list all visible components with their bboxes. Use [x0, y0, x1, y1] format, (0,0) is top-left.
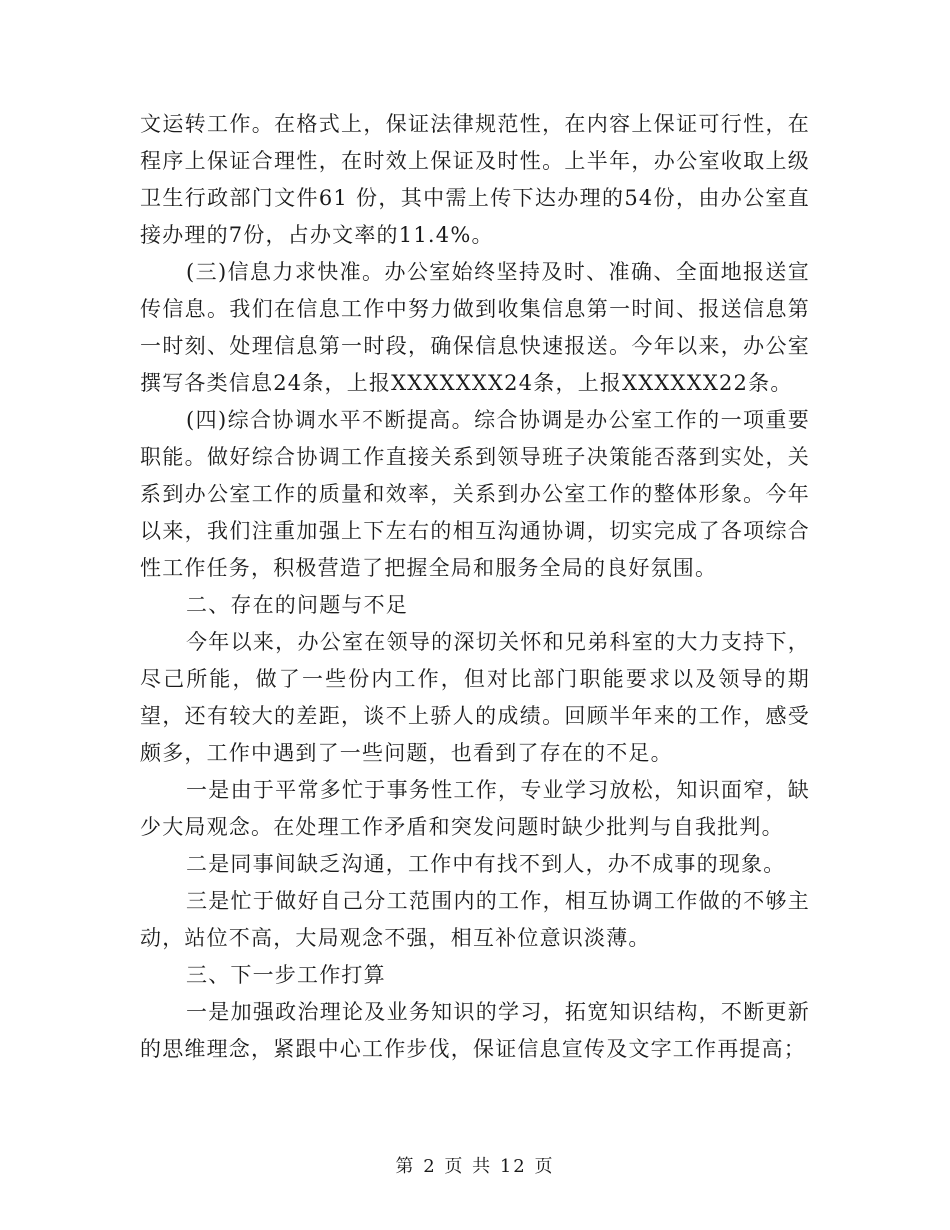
paragraph-problem-1: 一是由于平常多忙于事务性工作，专业学习放松，知识面窄，缺少大局观念。在处理工作矛盾和突发问题时缺少批判与自我批判。 — [140, 778, 810, 839]
paragraph-coordination: (四)综合协调水平不断提高。综合协调是办公室工作的一项重要职能。做好综合协调工作直接关系到领导班子决策能否落到实处，关系到办公室工作的质量和效率，关系到办公室工作的整体形象。今年以来，我们注重加强上下左右的相互沟通协调，切实完成了各项综合性工作任务，积极营造了把握全局和服务全局的良好氛围。 — [140, 408, 810, 580]
paragraph-problems-intro: 今年以来，办公室在领导的深切关怀和兄弟科室的大力支持下，尽己所能，做了一些份内工作，但对比部门职能要求以及领导的期望，还有较大的差距，谈不上骄人的成绩。回顾半年来的工作，感受颇多，工作中遇到了一些问题，也看到了存在的不足。 — [140, 630, 810, 765]
paragraph-information: (三)信息力求快准。办公室始终坚持及时、准确、全面地报送宣传信息。我们在信息工作中努力做到收集信息第一时间、报送信息第一时刻、处理信息第一时段，确保信息快速报送。今年以来，办公室撰写各类信息24条，上报XXXXXXX24条，上报XXXXXX22条。 — [140, 260, 810, 395]
section-heading-problems: 二、存在的问题与不足 — [186, 593, 408, 617]
document-body — [140, 106, 810, 1068]
paragraph-problem-2: 二是同事间缺乏沟通，工作中有找不到人，办不成事的现象。 — [186, 852, 786, 876]
paragraph-problem-3: 三是忙于做好自己分工范围内的工作，相互协调工作做的不够主动，站位不高，大局观念不强，相互补位意识淡薄。 — [140, 889, 810, 950]
paragraph-1: 文运转工作。在格式上，保证法律规范性，在内容上保证可行性，在程序上保证合理性，在时效上保证及时性。上半年，办公室收取上级卫生行政部门文件61 份，其中需上传下达办理的54份，由办公室直接办理的7份，占办文率的11.4%。 — [140, 112, 810, 247]
page-number-footer: 第 2 页 共 12 页 — [395, 1156, 555, 1177]
section-heading-next-steps: 三、下一步工作打算 — [186, 963, 386, 987]
paragraph-plan-1: 一是加强政治理论及业务知识的学习，拓宽知识结构，不断更新的思维理念，紧跟中心工作步伐，保证信息宣传及文字工作再提高； — [140, 1000, 810, 1061]
